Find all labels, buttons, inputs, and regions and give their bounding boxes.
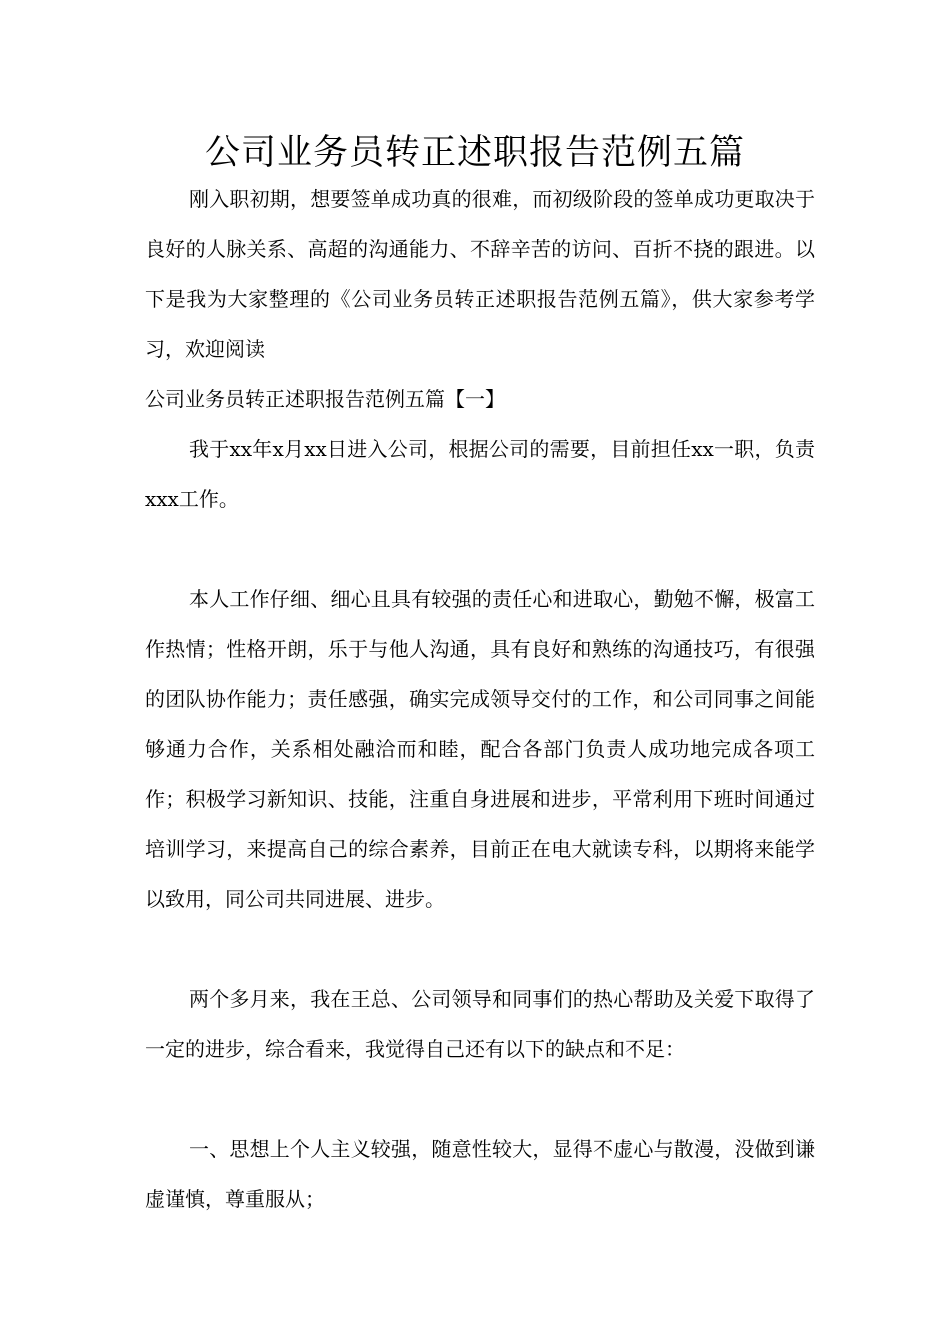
paragraph-2: 本人工作仔细、细心且具有较强的责任心和进取心，勤勉不懈，极富工作热情；性格开朗，乐于与他人沟通，具有良好和熟练的沟通技巧，有很强的团队协作能力；责任感强，确实完成领导交付的工作，和公司同事之间能够通力合作，关系相处融洽而和睦，配合各部门负责人成功地完成各项工作；积极学习新知识、技能，注重自身进展和进步，平常利用下班时间通过培训学习，来提高自己的综合素养，目前正在电大就读专科，以期将来能学以致用，同公司共同进展、进步。	[145, 587, 815, 911]
paragraph-4: 一、思想上个人主义较强，随意性较大，显得不虚心与散漫，没做到谦虚谨慎，尊重服从；	[145, 1137, 815, 1211]
section-heading: 公司业务员转正述职报告范例五篇【一】	[145, 387, 505, 411]
paragraph-3: 两个多月来，我在王总、公司领导和同事们的热心帮助及关爱下取得了一定的进步，综合看来，我觉得自己还有以下的缺点和不足：	[145, 987, 815, 1061]
intro-paragraph: 刚入职初期，想要签单成功真的很难，而初级阶段的签单成功更取决于良好的人脉关系、高超的沟通能力、不辞辛苦的访问、百折不挠的跟进。以下是我为大家整理的《公司业务员转正述职报告范例五篇》，供大家参考学习，欢迎阅读	[145, 187, 815, 361]
paragraph-1: 我于xx年x月xx日进入公司，根据公司的需要，目前担任xx一职，负责xxx工作。	[145, 437, 815, 511]
document-title: 公司业务员转正述职报告范例五篇	[204, 133, 745, 173]
